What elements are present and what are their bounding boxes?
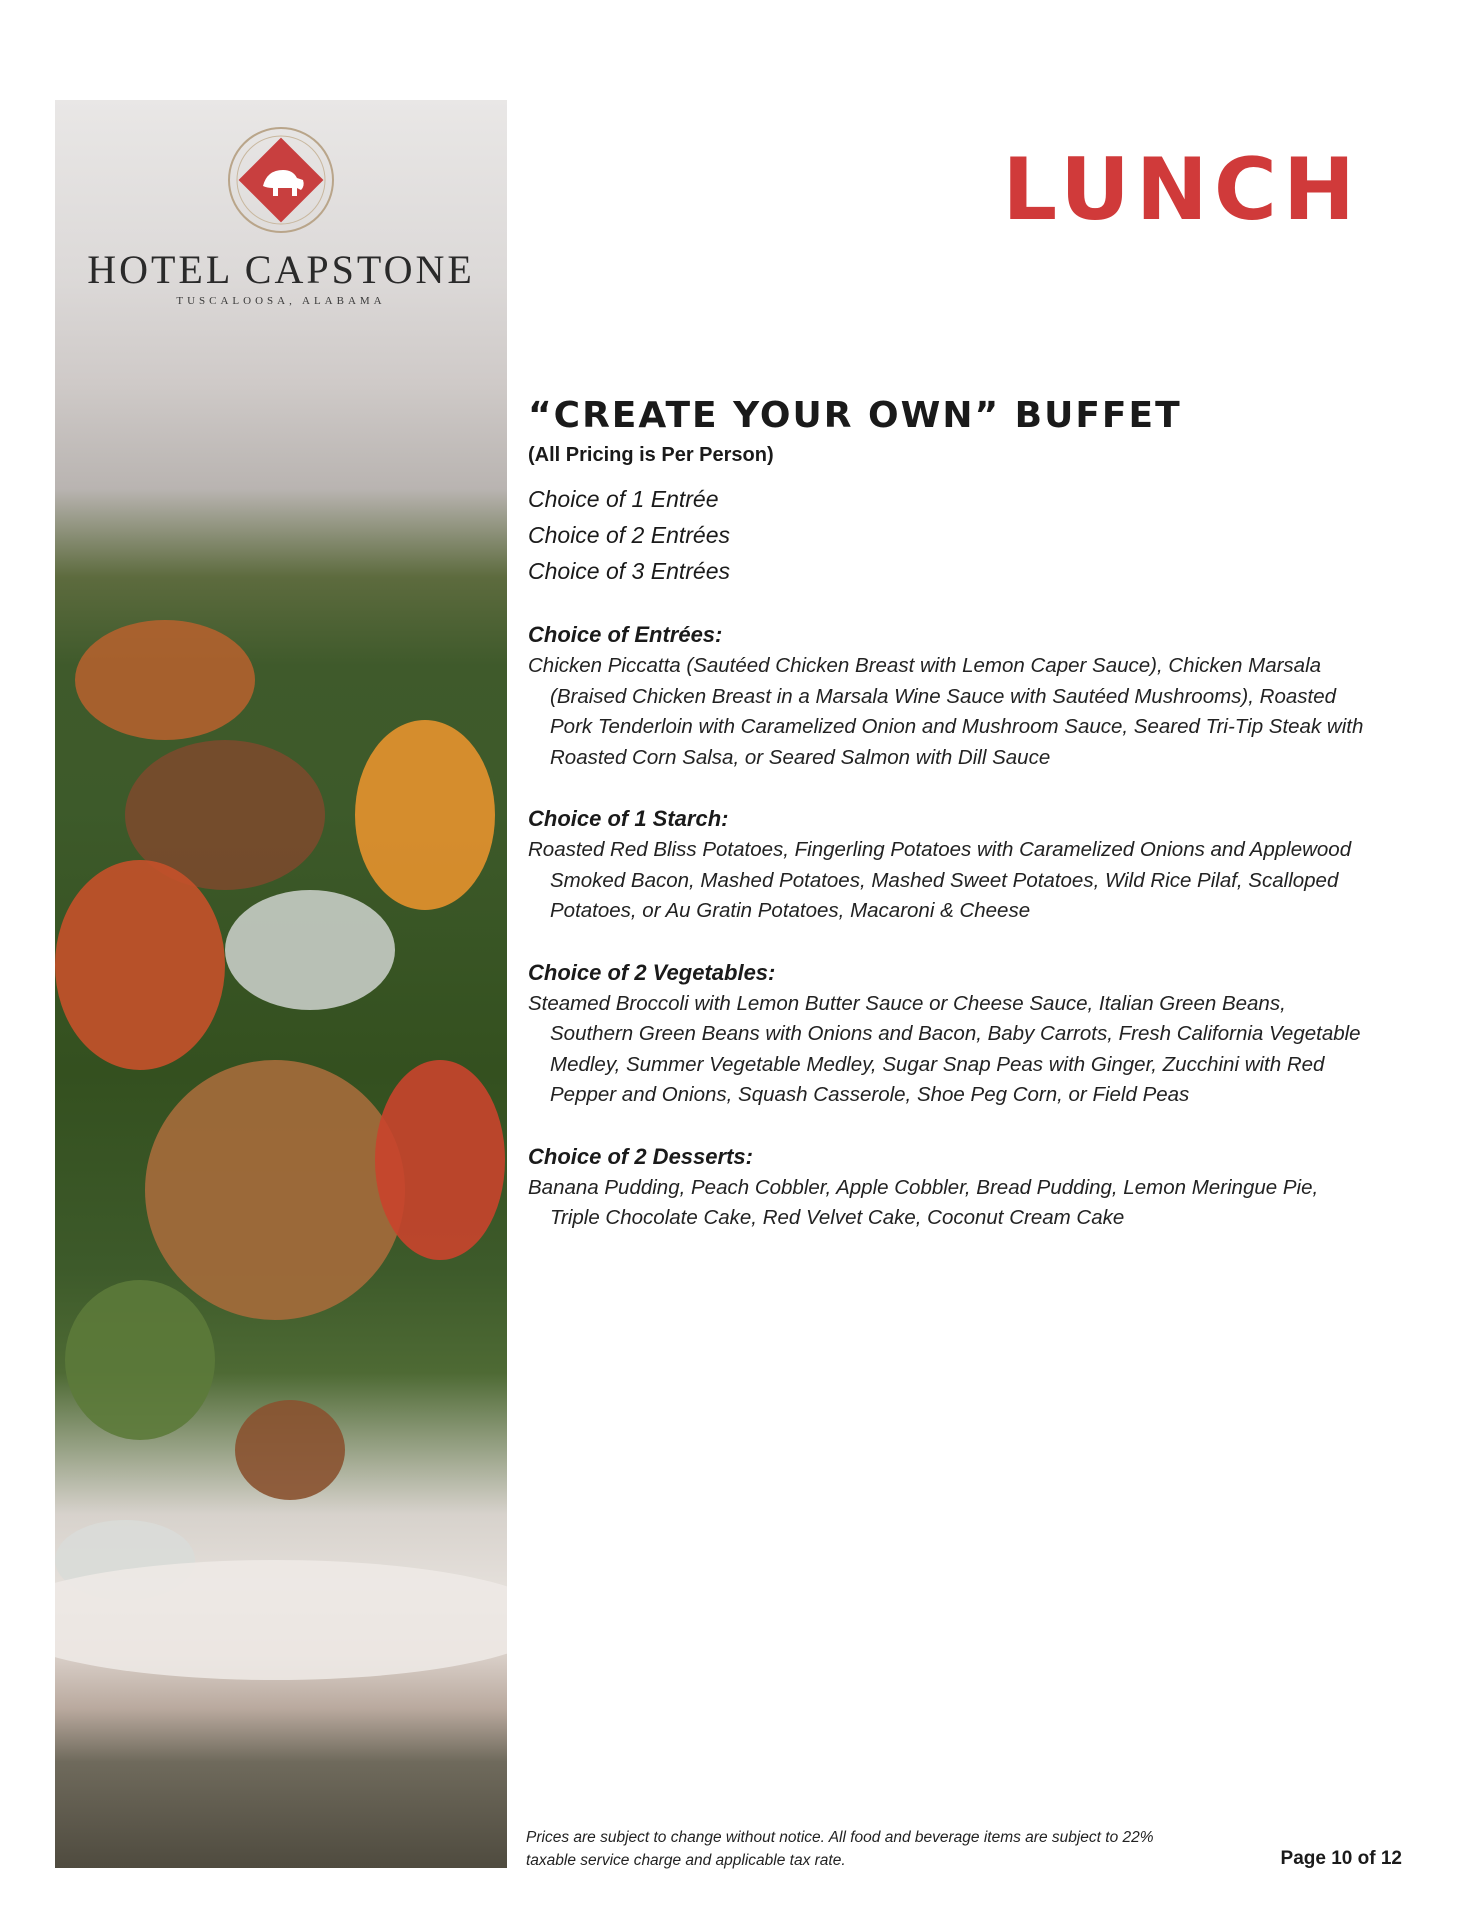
desserts-group xyxy=(528,1141,1368,1234)
group-heading: Choice of 2 Desserts: xyxy=(528,1143,753,1169)
salad-photo xyxy=(55,100,507,1868)
pricing-note: (All Pricing is Per Person) xyxy=(528,444,774,466)
group-heading: Choice of 1 Starch: xyxy=(528,806,729,831)
group-body: Chicken Piccatta (Sautéed Chicken Breast with Lemon Caper Sauce), Chicken Marsala (Braised Chicken Breast in a Marsala Wine Sauce with Sautéed Mushrooms), Roasted Pork Tenderloin with Caramelized Onion and Mushroom Sauce, Seared Tri-Tip Steak with Roasted Corn Salsa, or Seared Salmon with Dill Sauce xyxy=(528,654,1364,769)
choice-item: Choice of 1 Entrée xyxy=(528,486,719,512)
choice-item: Choice of 3 Entrées xyxy=(528,558,731,584)
group-body: Steamed Broccoli with Lemon Butter Sauce or Cheese Sauce, Italian Green Beans, Southern Green Beans with Onions and Bacon, Baby Carrots, Fresh California Vegetable Medley, Summer Vegetable Medley, Sugar Snap Peas with Ginger, Zucchini with Red Pepper and Onions, Squash Casserole, Shoe Peg Corn, or Field Peas xyxy=(528,991,1361,1106)
hotel-logo xyxy=(55,120,507,307)
group-body: Banana Pudding, Peach Cobbler, Apple Cobbler, Bread Pudding, Lemon Meringue Pie, Triple Chocolate Cake, Red Velvet Cake, Coconut Cream Cake xyxy=(528,1175,1319,1229)
hotel-name: HOTEL CAPSTONE xyxy=(87,247,475,292)
group-heading: Choice of Entrées: xyxy=(528,622,723,647)
choice-item: Choice of 2 Entrées xyxy=(528,522,731,548)
page-title: LUNCH xyxy=(1002,140,1361,240)
elephant-diamond-logo-icon xyxy=(221,120,341,240)
group-heading: Choice of 2 Vegetables: xyxy=(528,959,776,985)
group-body: Roasted Red Bliss Potatoes, Fingerling Potatoes with Caramelized Onions and Applewood Smoked Bacon, Mashed Potatoes, Mashed Sweet Potatoes, Wild Rice Pilaf, Scalloped Potatoes, or Au Gratin Potatoes, Macaroni & Cheese xyxy=(528,838,1352,922)
choice-list xyxy=(528,481,1368,589)
page-number: Page 10 of 12 xyxy=(1280,1848,1402,1869)
section-title: “CREATE YOUR OWN” BUFFET xyxy=(528,395,1182,436)
hotel-location: TUSCALOOSA, ALABAMA xyxy=(176,295,386,307)
vegetables-group xyxy=(528,957,1368,1111)
starch-group xyxy=(528,803,1368,927)
footer-note: Prices are subject to change without notice. All food and beverage items are subject to 22% taxable service charge and applicable tax rate. xyxy=(526,1829,1154,1869)
menu-content xyxy=(528,395,1368,1234)
entrees-group xyxy=(528,619,1368,773)
